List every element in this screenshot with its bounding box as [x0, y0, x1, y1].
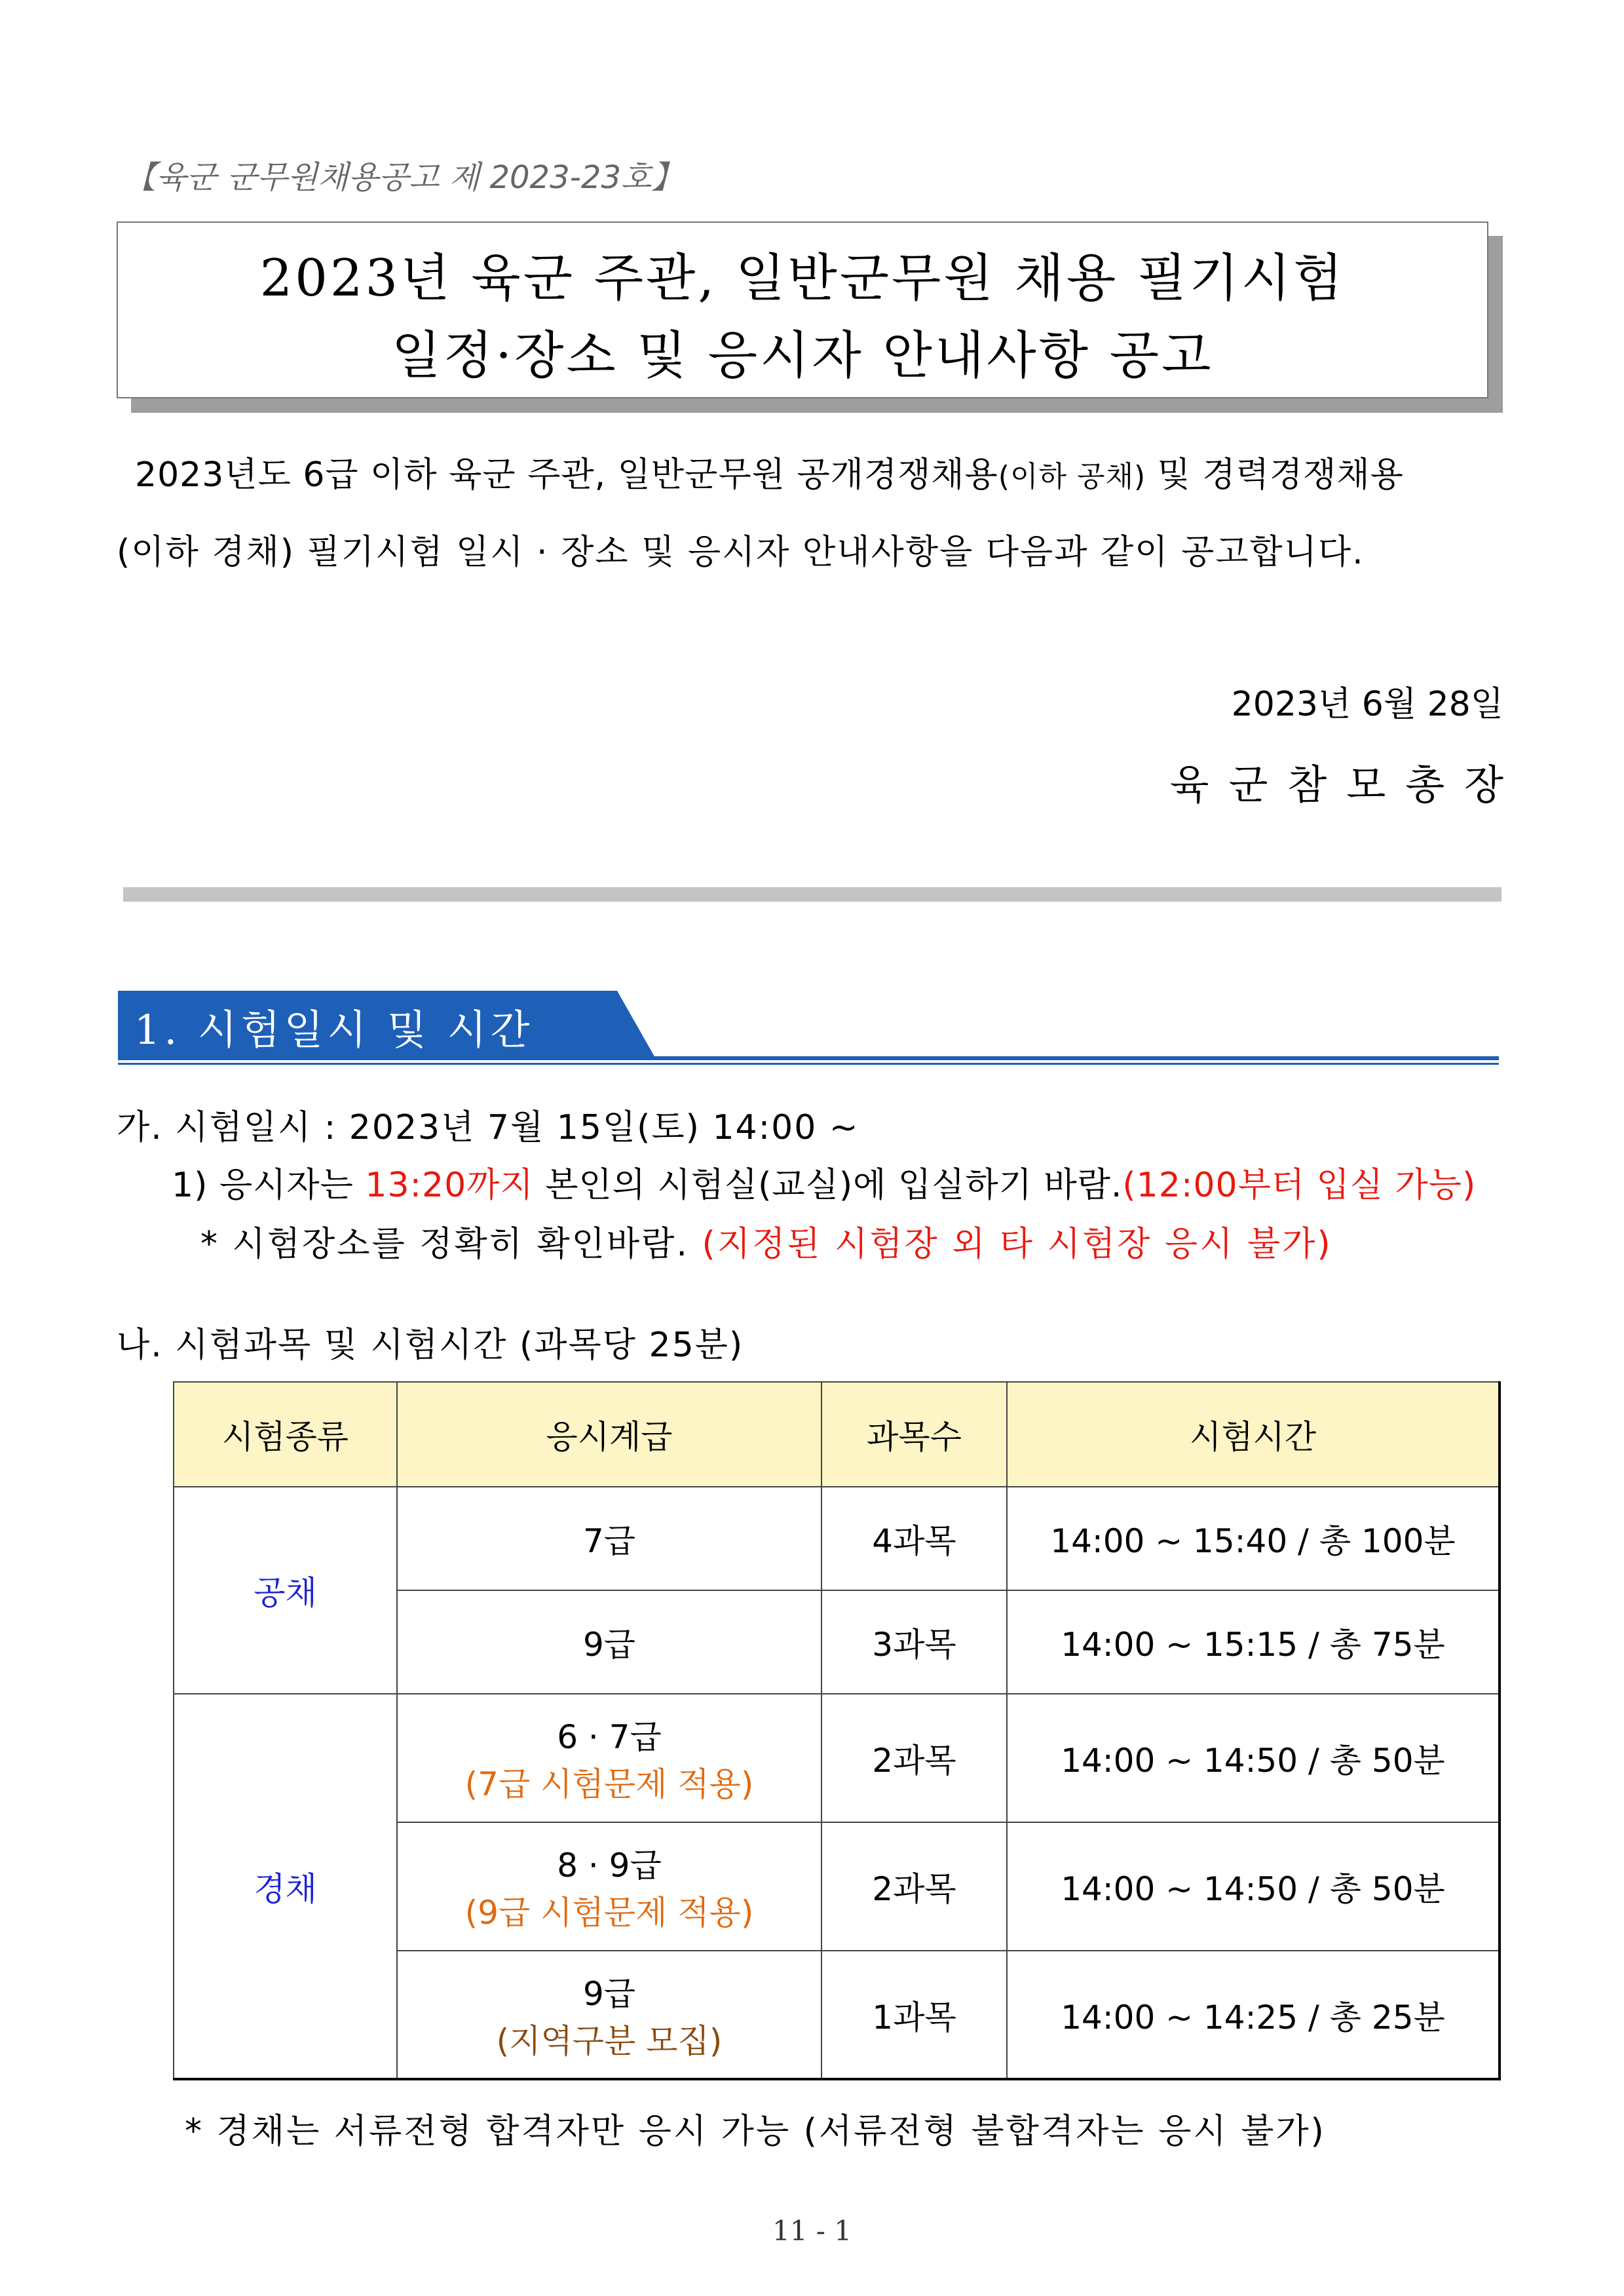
- page-number: 11 - 1: [772, 2215, 852, 2247]
- table-row: [174, 1487, 1500, 1590]
- subjects-cell: 2과목: [821, 1694, 1007, 1822]
- grade-cell: [397, 1822, 821, 1951]
- grade-value: 8 · 9급: [557, 1846, 662, 1885]
- exam-schedule-table: [173, 1381, 1501, 2080]
- entry-open-note: (12:00부터 입실 가능): [1122, 1166, 1477, 1205]
- entry-time-a: 1) 응시자는: [172, 1166, 366, 1205]
- intro-line-2: (이하 경채) 필기시험 일시 · 장소 및 응시자 안내사항을 다음과 같이 공고합니다.: [117, 533, 1365, 572]
- header-subject-count: 과목수: [821, 1382, 1007, 1487]
- grade-note: (지역구분 모집): [496, 2021, 723, 2060]
- table-row: [174, 1694, 1500, 1822]
- notice-number: 【육군 군무원채용공고 제 2023-23호】: [124, 159, 683, 196]
- title-line-1: 2023년 육군 주관, 일반군무원 채용 필기시험: [259, 249, 1346, 308]
- venue-check-line: [200, 1216, 1332, 1265]
- intro-text-a: 2023년도 6급 이하 육군 주관, 일반군무원 공개경쟁채용: [135, 455, 998, 495]
- divider: [123, 887, 1501, 902]
- table-header-row: [174, 1382, 1500, 1487]
- section-underline-thin: [118, 1063, 1499, 1065]
- header-exam-time: 시험시간: [1007, 1382, 1500, 1487]
- title-line-2: 일정·장소 및 응시자 안내사항 공고: [391, 326, 1214, 385]
- exam-date-line: 가. 시험일시 : 2023년 7월 15일(토) 14:00 ~: [117, 1108, 859, 1147]
- time-cell: 14:00 ~ 14:50 / 총 50분: [1007, 1822, 1500, 1951]
- subjects-cell: 4과목: [821, 1487, 1007, 1590]
- intro-text-c: 및 경력경쟁채용: [1146, 455, 1404, 495]
- entry-deadline: 13:20까지: [365, 1166, 534, 1205]
- time-cell: 14:00 ~ 15:15 / 총 75분: [1007, 1590, 1500, 1694]
- entry-time-line: [172, 1157, 1476, 1206]
- exam-subjects-line: 나. 시험과목 및 시험시간 (과목당 25분): [117, 1326, 744, 1365]
- grade-cell: 7급: [397, 1487, 821, 1590]
- subjects-cell: 3과목: [821, 1590, 1007, 1694]
- venue-warning: (지정된 시험장 외 타 시험장 응시 불가): [702, 1225, 1332, 1264]
- section-underline: [118, 1056, 1499, 1060]
- grade-value: 9급: [582, 1974, 636, 2013]
- subjects-cell: 1과목: [821, 1951, 1007, 2079]
- exam-type-gongchae: 공채: [174, 1487, 397, 1694]
- grade-cell: [397, 1951, 821, 2079]
- grade-value: 6 · 7급: [557, 1718, 662, 1756]
- footnote: * 경채는 서류전형 합격자만 응시 가능 (서류전형 불합격자는 응시 불가): [185, 2112, 1326, 2151]
- entry-time-c: 본인의 시험실(교실)에 입실하기 바람.: [533, 1166, 1123, 1205]
- grade-cell: 9급: [397, 1590, 821, 1694]
- subjects-cell: 2과목: [821, 1822, 1007, 1951]
- intro-text-b: (이하 공채): [998, 460, 1146, 493]
- issuer: 육군참모총장: [1169, 761, 1523, 809]
- time-cell: 14:00 ~ 15:40 / 총 100분: [1007, 1487, 1500, 1590]
- grade-cell: [397, 1694, 821, 1822]
- time-cell: 14:00 ~ 14:25 / 총 25분: [1007, 1951, 1500, 2079]
- venue-check-a: * 시험장소를 정확히 확인바람.: [200, 1225, 702, 1264]
- grade-note: (7급 시험문제 적용): [464, 1765, 754, 1803]
- grade-note: (9급 시험문제 적용): [464, 1894, 754, 1932]
- notice-date: 2023년 6월 28일: [1231, 685, 1503, 724]
- section-title: 1. 시험일시 및 시간: [134, 1006, 534, 1054]
- intro-line-1: [117, 447, 1499, 496]
- time-cell: 14:00 ~ 14:50 / 총 50분: [1007, 1694, 1500, 1822]
- title-box: [117, 221, 1488, 398]
- header-exam-type: 시험종류: [174, 1382, 397, 1487]
- header-grade: 응시계급: [397, 1382, 821, 1487]
- exam-type-gyeongchae: 경채: [174, 1694, 397, 2079]
